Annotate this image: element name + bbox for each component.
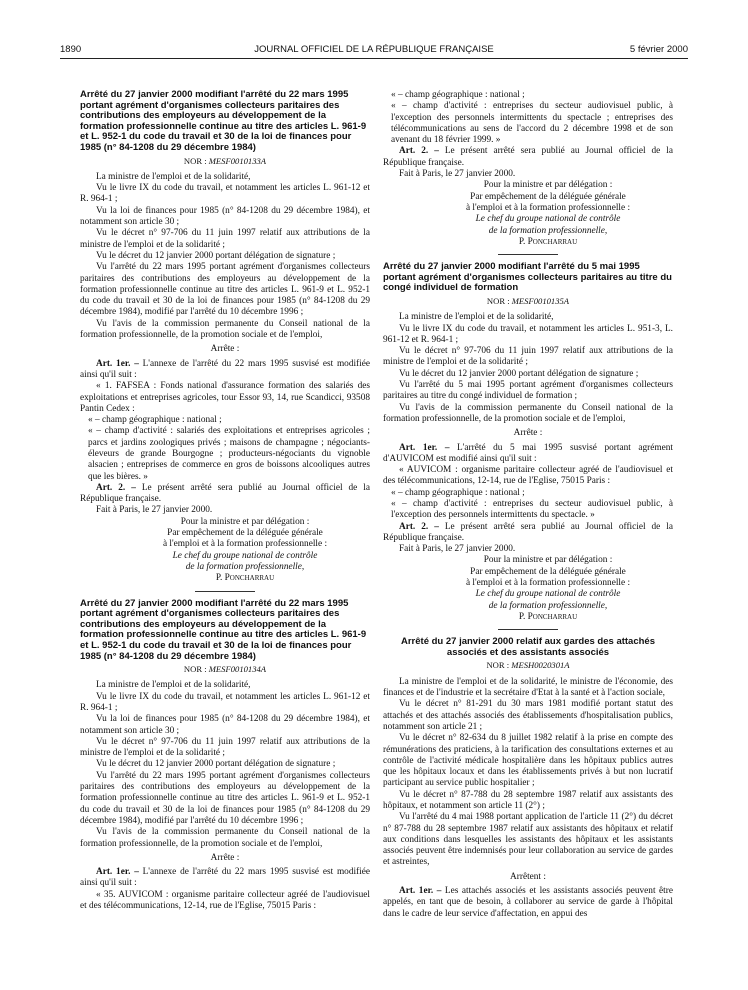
arrete-heading: Arrête : <box>210 344 240 355</box>
section-divider <box>498 254 558 255</box>
signature-line: Par empêchement de la déléguée générale <box>470 566 626 577</box>
page-number: 1890 <box>60 44 82 55</box>
paragraph: Vu le décret n° 97-706 du 11 juin 1997 relatif aux attributions de la ministre de l'emploi et de la solidarité ; <box>80 736 370 759</box>
paragraph: Vu le livre IX du code du travail, et notamment les articles L. 961-12 et R. 964-1 ; <box>80 691 370 713</box>
paragraph: Vu le décret n° 97-706 du 11 juin 1997 relatif aux attributions de la ministre de l'emploi et de la solidarité ; <box>80 228 370 250</box>
signature-line: de la formation professionnelle, <box>488 225 608 236</box>
nor-code: MESF0010135A <box>511 295 570 306</box>
article-2: Art. 2. – Le présent arrêté sera publié au Journal officiel de la République française. <box>383 146 674 168</box>
article-2: Art. 2. – Le présent arrêté sera publié au Journal officiel de la République française. <box>80 482 371 505</box>
paragraph: La ministre de l'emploi et de la solidarité, <box>96 171 251 182</box>
arrete-heading: Arrête : <box>513 428 543 439</box>
quote-line: « – champ d'activité : entreprises du secteur audiovisuel public, à l'exception des personnels intermittents du spectacle. » <box>391 498 673 521</box>
paragraph: La ministre de l'emploi et de la solidarité, le ministre de l'économie, des finances et de l'industrie et la secrétaire d'Etat à la santé et à l'action sociale, <box>383 676 673 699</box>
quote-line: « 35. AUVICOM : organisme paritaire collecteur agréé de l'audiovisuel et des télécommunications, 12-14, rue de l'Eglise, 75015 Paris : <box>80 889 370 912</box>
decree-title: Arrêté du 27 janvier 2000 modifiant l'arrêté du 22 mars 1995 portant agrément d'organismes collecteurs paritaires des contributions des employeurs au développement de la formation professionnelle continue au titre des articles L. 961-9 et L. 952-1 du code du travail et 30 de la loi de finances pour 1985 (n° 84-1208 du 29 décembre 1984) <box>80 597 367 662</box>
article-label: Art. 2. – <box>399 146 439 157</box>
right-column <box>383 90 673 920</box>
paragraph: Vu le décret n° 97-706 du 11 juin 1997 relatif aux attributions de la ministre de l'emploi et de la solidarité ; <box>383 346 673 368</box>
quote-line: « – champ d'activité : salariés des exploitations et entreprises agricoles ; parcs et jardins zoologiques privés ; maisons de champagne ; négociants-éleveurs de grande Bourgogne ; producteurs-négociants du vignoble alsacien ; entreprises de commerce en gros de boissons alcooliques autres que les bières. » <box>88 426 370 482</box>
decree-title: Arrêté du 27 janvier 2000 relatif aux gardes des attachés associés et des assistants associés <box>401 636 655 658</box>
signature-line: Pour la ministre et par délégation : <box>483 180 613 191</box>
quote-line: « – champ d'activité : entreprises du secteur audiovisuel public, à l'exception des personnels intermittents du spectacle ; entreprises des télécommunications au sens de l'accord du 2 décembre 1998 et de son avenant du 18 février 1999. » <box>391 101 673 146</box>
article-1: Art. 1er. – L'annexe de l'arrêté du 22 mars 1995 susvisé est modifiée ainsi qu'il suit : <box>80 867 370 889</box>
signatory-name: P. Poncharrau <box>518 611 578 622</box>
article-label: Art. 1er. – <box>399 886 442 897</box>
paragraph: Vu l'arrêté du 4 mai 1988 portant application de l'article 11 (2°) du décret n° 87-788 du 28 septembre 1987 relatif aux assistants des hôpitaux et relatif aux conditions dans lesquelles les assistants des hôpitaux et les assistants associés peuvent être indemnisés pour leur collaboration au service de gardes et astreintes, <box>383 812 673 868</box>
paragraph: Vu le décret n° 87-788 du 28 septembre 1987 relatif aux assistants des hôpitaux, et notamment son article 11 (2°) ; <box>383 789 673 811</box>
decree-title: Arrêté du 27 janvier 2000 modifiant l'arrêté du 5 mai 1995 portant agrément d'organismes collecteurs paritaires au titre du congé individuel de formation <box>383 261 672 294</box>
signature-line: Par empêchement de la déléguée générale <box>470 191 626 202</box>
nor-reference: NOR : MESF0010134A <box>183 664 267 675</box>
signatory-name: P. Poncharrau <box>518 236 578 247</box>
signature-line: à l'emploi et à la formation professionnelle : <box>465 578 631 589</box>
article-label: Art. 1er. – <box>96 867 139 878</box>
nor-reference: NOR : MESF0010135A <box>486 295 570 306</box>
paragraph: Vu la loi de finances pour 1985 (n° 84-1208 du 29 décembre 1984), et notamment son article 30 ; <box>80 714 370 736</box>
paragraph: Vu le décret n° 82-634 du 8 juillet 1982 relatif à la prise en compte des rémunérations des praticiens, à la tarification des consultations externes et au contrôle de l'activité médicale hospitalière dans les hôpitaux publics autres que les hôpitaux locaux et dans les établissements privés à but non lucratif participant au service public hospitalier ; <box>383 733 673 789</box>
nor-code: MESH0020301A <box>511 660 570 671</box>
paragraph: Vu le livre IX du code du travail, et notamment les articles L. 961-12 et R. 964-1 ; <box>80 183 370 205</box>
paragraph: La ministre de l'emploi et de la solidarité, <box>96 680 251 691</box>
decree-133A <box>80 90 370 585</box>
paragraph: Vu l'avis de la commission permanente du Conseil national de la formation professionnelle, de la promotion sociale et de l'emploi, <box>80 827 370 849</box>
paragraph: Vu l'avis de la commission permanente du Conseil national de la formation professionnelle, de la promotion sociale et de l'emploi, <box>383 402 673 424</box>
paragraph: Vu le livre IX du code du travail, et notamment les articles L. 951-3, L. 961-12 et R. 964-1 ; <box>383 323 673 345</box>
signature-line: à l'emploi et à la formation professionnelle : <box>162 539 328 550</box>
nor-code: MESF0010133A <box>208 155 267 166</box>
signatory-name: P. Poncharrau <box>215 573 275 584</box>
article-label: Art. 1er. – <box>399 442 450 453</box>
paragraph: Vu le décret n° 81-291 du 30 mars 1981 modifié portant statut des attachés et des attachés associés des établissements d'hospitalisation publics, notamment son article 21 ; <box>383 699 673 732</box>
section-divider <box>498 629 558 630</box>
signature-line: Le chef du groupe national de contrôle <box>475 589 621 600</box>
section-divider <box>195 591 255 592</box>
nor-reference: NOR : MESF0010133A <box>183 155 267 166</box>
paragraph: Vu l'avis de la commission permanente du Conseil national de la formation professionnelle, de la promotion sociale et de l'emploi, <box>80 318 370 341</box>
article-1: Art. 1er. – L'arrêté du 5 mai 1995 susvisé portant agrément d'AUVICOM est modifié ainsi qu'il suit : <box>383 442 673 464</box>
left-column <box>80 90 370 912</box>
place-date: Fait à Paris, le 27 janvier 2000. <box>96 505 213 516</box>
signature-line: Pour la ministre et par délégation : <box>483 555 613 566</box>
article-label: Art. 2. – <box>96 482 136 493</box>
place-date: Fait à Paris, le 27 janvier 2000. <box>399 169 516 180</box>
decree-134A-continued <box>383 90 673 248</box>
article-1: Art. 1er. – L'annexe de l'arrêté du 22 mars 1995 susvisé est modifiée ainsi qu'il suit : <box>80 358 370 380</box>
page-header <box>60 44 688 59</box>
paragraph: Vu la loi de finances pour 1985 (n° 84-1208 du 29 décembre 1984), et notamment son article 30 ; <box>80 205 370 228</box>
signature-line: Le chef du groupe national de contrôle <box>172 550 318 561</box>
signature-line: de la formation professionnelle, <box>185 561 305 572</box>
journal-title: JOURNAL OFFICIEL DE LA RÉPUBLIQUE FRANÇAISE <box>254 44 494 55</box>
quote-line: « – champ géographique : national ; <box>88 415 222 426</box>
signature-line: à l'emploi et à la formation professionnelle : <box>465 202 631 213</box>
decree-134A <box>80 599 370 913</box>
paragraph: Vu le décret du 12 janvier 2000 portant délégation de signature ; <box>96 759 336 770</box>
decree-301A <box>383 637 673 920</box>
signature-line: de la formation professionnelle, <box>488 600 608 611</box>
signature-line: Le chef du groupe national de contrôle <box>475 214 621 225</box>
quote-line: « – champ géographique : national ; <box>391 487 525 498</box>
article-label: Art. 1er. – <box>96 358 139 369</box>
quote-line: « AUVICOM : organisme paritaire collecteur agréé de l'audiovisuel et des télécommunications, 12-14, rue de l'Eglise, 75015 Paris : <box>383 465 673 487</box>
quote-line: « – champ géographique : national ; <box>391 90 525 100</box>
signature-line: Pour la ministre et par délégation : <box>180 516 310 527</box>
quote-line: « 1. FAFSEA : Fonds national d'assurance formation des salariés des exploitations et entreprises agricoles, tour Essor 93, 14, rue Scandicci, 93508 Pantin Cedex : <box>80 381 370 414</box>
nor-reference: NOR : MESH0020301A <box>486 660 570 671</box>
decree-title: Arrêté du 27 janvier 2000 modifiant l'arrêté du 22 mars 1995 portant agrément d'organismes collecteurs paritaires des contributions des employeurs au développement de la formation professionnelle continue au titre des articles L. 961-9 et L. 952-1 du code du travail et 30 de la loi de finances pour 1985 (n° 84-1208 du 29 décembre 1984) <box>80 89 367 153</box>
arretent-heading: Arrêtent : <box>510 871 546 882</box>
article-2: Art. 2. – Le présent arrêté sera publié au Journal officiel de la République française. <box>383 521 674 543</box>
paragraph: Vu le décret du 12 janvier 2000 portant délégation de signature ; <box>96 250 336 261</box>
issue-date: 5 février 2000 <box>629 44 688 55</box>
paragraph: Vu l'arrêté du 22 mars 1995 portant agrément d'organismes collecteurs paritaires des contributions des employeurs au développement de la formation professionnelle continue au titre des articles L. 961-9 et L. 952-1 du code du travail et 30 de la loi de finances pour 1985 (n° 84-1208 du 29 décembre 1984), modifié par l'arrêté du 10 décembre 1996 ; <box>80 262 370 318</box>
paragraph: La ministre de l'emploi et de la solidarité, <box>399 312 554 323</box>
decree-135A <box>383 262 673 623</box>
paragraph: Vu l'arrêté du 22 mars 1995 portant agrément d'organismes collecteurs paritaires des contributions des employeurs au développement de la formation professionnelle continue au titre des articles L. 961-9 et L. 952-1 du code du travail et 30 de la loi de finances pour 1985 (n° 84-1208 du 29 décembre 1984), modifié par l'arrêté du 10 décembre 1996 ; <box>80 770 370 826</box>
paragraph: Vu le décret du 12 janvier 2000 portant délégation de signature ; <box>399 368 639 379</box>
signature-line: Par empêchement de la déléguée générale <box>167 528 323 539</box>
place-date: Fait à Paris, le 27 janvier 2000. <box>399 544 516 555</box>
nor-code: MESF0010134A <box>208 664 267 675</box>
arrete-heading: Arrête : <box>210 852 240 863</box>
article-label: Art. 2. – <box>399 521 439 532</box>
article-1: Art. 1er. – Les attachés associés et les assistants associés peuvent être appelés, en tant que de besoin, à collaborer au service de garde à l'hôpital dans le cadre de leur service d'affectation, en appui des <box>383 886 673 919</box>
paragraph: Vu l'arrêté du 5 mai 1995 portant agrément d'organismes collecteurs paritaires au titre du congé individuel de formation ; <box>383 380 673 402</box>
